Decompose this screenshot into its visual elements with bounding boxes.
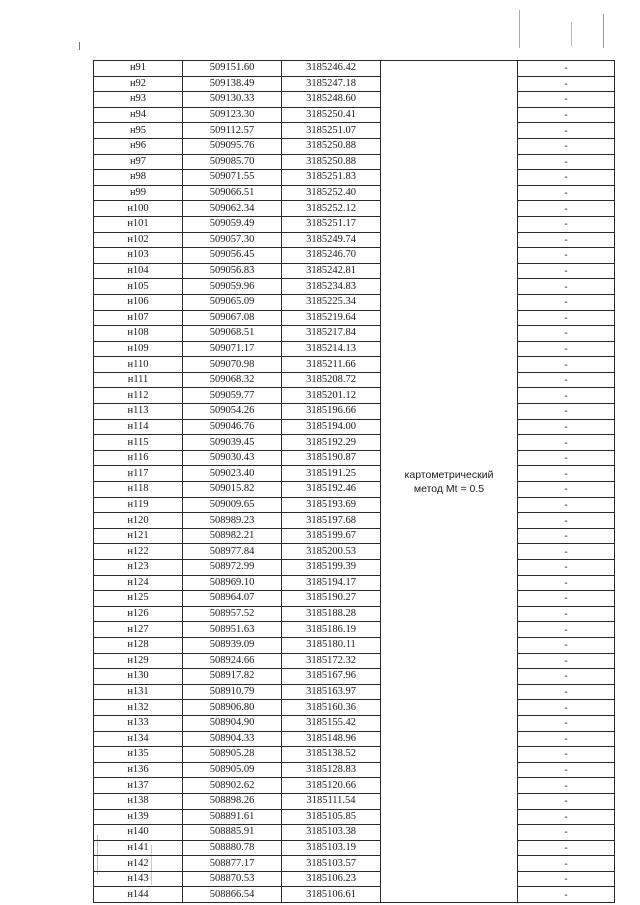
point-id-cell: н91 (94, 61, 183, 77)
table-row (94, 715, 615, 731)
empty-value-cell: - (518, 591, 615, 607)
empty-value-cell: - (518, 887, 615, 903)
y-coordinate-cell: 3185155.42 (282, 715, 381, 731)
empty-value-cell: - (518, 747, 615, 763)
x-coordinate-cell: 509071.55 (183, 170, 282, 186)
point-id-cell: н139 (94, 809, 183, 825)
empty-value-cell: - (518, 232, 615, 248)
x-coordinate-cell: 509059.77 (183, 388, 282, 404)
table-row (94, 560, 615, 576)
table-row (94, 653, 615, 669)
y-coordinate-cell: 3185103.57 (282, 856, 381, 872)
empty-value-cell: - (518, 684, 615, 700)
y-coordinate-cell: 3185199.67 (282, 528, 381, 544)
point-id-cell: н126 (94, 606, 183, 622)
empty-value-cell: - (518, 871, 615, 887)
table-row (94, 887, 615, 903)
empty-value-cell: - (518, 326, 615, 342)
table-row (94, 840, 615, 856)
y-coordinate-cell: 3185248.60 (282, 92, 381, 108)
point-id-cell: н110 (94, 357, 183, 373)
y-coordinate-cell: 3185120.66 (282, 778, 381, 794)
table-row (94, 232, 615, 248)
empty-value-cell: - (518, 778, 615, 794)
empty-value-cell: - (518, 372, 615, 388)
table-row (94, 170, 615, 186)
y-coordinate-cell: 3185214.13 (282, 341, 381, 357)
table-row (94, 248, 615, 264)
empty-value-cell: - (518, 310, 615, 326)
scan-mark (603, 14, 604, 48)
empty-value-cell: - (518, 450, 615, 466)
table-row (94, 357, 615, 373)
point-id-cell: н140 (94, 825, 183, 841)
table-row (94, 138, 615, 154)
x-coordinate-cell: 509066.51 (183, 185, 282, 201)
point-id-cell: н99 (94, 185, 183, 201)
point-id-cell: н119 (94, 497, 183, 513)
table-row (94, 341, 615, 357)
point-id-cell: н123 (94, 560, 183, 576)
table-row (94, 871, 615, 887)
x-coordinate-cell: 508969.10 (183, 575, 282, 591)
table-row (94, 544, 615, 560)
x-coordinate-cell: 508880.78 (183, 840, 282, 856)
table-row (94, 154, 615, 170)
table-row (94, 419, 615, 435)
empty-value-cell: - (518, 700, 615, 716)
point-id-cell: н107 (94, 310, 183, 326)
point-id-cell: н96 (94, 138, 183, 154)
table-row (94, 669, 615, 685)
empty-value-cell: - (518, 575, 615, 591)
y-coordinate-cell: 3185192.29 (282, 435, 381, 451)
empty-value-cell: - (518, 528, 615, 544)
point-id-cell: н98 (94, 170, 183, 186)
point-id-cell: н142 (94, 856, 183, 872)
point-id-cell: н101 (94, 216, 183, 232)
x-coordinate-cell: 509030.43 (183, 450, 282, 466)
table-row (94, 279, 615, 295)
y-coordinate-cell: 3185106.61 (282, 887, 381, 903)
table-row (94, 107, 615, 123)
x-coordinate-cell: 509085.70 (183, 154, 282, 170)
table-row (94, 778, 615, 794)
point-id-cell: н133 (94, 715, 183, 731)
table-row (94, 61, 615, 77)
point-id-cell: н124 (94, 575, 183, 591)
y-coordinate-cell: 3185234.83 (282, 279, 381, 295)
table-row (94, 123, 615, 139)
x-coordinate-cell: 509062.34 (183, 201, 282, 217)
x-coordinate-cell: 508951.63 (183, 622, 282, 638)
empty-value-cell: - (518, 201, 615, 217)
y-coordinate-cell: 3185250.88 (282, 138, 381, 154)
y-coordinate-cell: 3185163.97 (282, 684, 381, 700)
table-row (94, 591, 615, 607)
point-id-cell: н97 (94, 154, 183, 170)
x-coordinate-cell: 509023.40 (183, 466, 282, 482)
table-row (94, 575, 615, 591)
y-coordinate-cell: 3185242.81 (282, 263, 381, 279)
point-id-cell: н105 (94, 279, 183, 295)
point-id-cell: н120 (94, 513, 183, 529)
x-coordinate-cell: 509039.45 (183, 435, 282, 451)
x-coordinate-cell: 509095.76 (183, 138, 282, 154)
y-coordinate-cell: 3185247.18 (282, 76, 381, 92)
method-note-line-2: метод Mt = 0.5 (413, 482, 485, 495)
point-id-cell: н114 (94, 419, 183, 435)
point-id-cell: н92 (94, 76, 183, 92)
empty-value-cell: - (518, 497, 615, 513)
point-id-cell: н117 (94, 466, 183, 482)
point-id-cell: н127 (94, 622, 183, 638)
empty-value-cell: - (518, 404, 615, 420)
table-row (94, 76, 615, 92)
empty-value-cell: - (518, 731, 615, 747)
empty-value-cell: - (518, 653, 615, 669)
empty-value-cell: - (518, 170, 615, 186)
y-coordinate-cell: 3185128.83 (282, 762, 381, 778)
x-coordinate-cell: 508989.23 (183, 513, 282, 529)
y-coordinate-cell: 3185103.38 (282, 825, 381, 841)
x-coordinate-cell: 509068.51 (183, 326, 282, 342)
point-id-cell: н116 (94, 450, 183, 466)
x-coordinate-cell: 509130.33 (183, 92, 282, 108)
y-coordinate-cell: 3185190.27 (282, 591, 381, 607)
y-coordinate-cell: 3185211.66 (282, 357, 381, 373)
table-row (94, 185, 615, 201)
table-row (94, 92, 615, 108)
point-id-cell: н134 (94, 731, 183, 747)
table-row (94, 263, 615, 279)
y-coordinate-cell: 3185246.70 (282, 248, 381, 264)
table-row (94, 637, 615, 653)
y-coordinate-cell: 3185180.11 (282, 637, 381, 653)
y-coordinate-cell: 3185225.34 (282, 294, 381, 310)
y-coordinate-cell: 3185251.83 (282, 170, 381, 186)
table-row (94, 528, 615, 544)
x-coordinate-cell: 509009.65 (183, 497, 282, 513)
empty-value-cell: - (518, 856, 615, 872)
point-id-cell: н136 (94, 762, 183, 778)
x-coordinate-cell: 508972.99 (183, 560, 282, 576)
x-coordinate-cell: 509015.82 (183, 482, 282, 498)
empty-value-cell: - (518, 762, 615, 778)
y-coordinate-cell: 3185200.53 (282, 544, 381, 560)
table-row (94, 201, 615, 217)
table-row (94, 622, 615, 638)
coordinates-table (93, 60, 615, 903)
scan-mark (571, 22, 572, 46)
x-coordinate-cell: 508910.79 (183, 684, 282, 700)
table-row (94, 684, 615, 700)
y-coordinate-cell: 3185172.32 (282, 653, 381, 669)
y-coordinate-cell: 3185250.88 (282, 154, 381, 170)
y-coordinate-cell: 3185194.17 (282, 575, 381, 591)
y-coordinate-cell: 3185249.74 (282, 232, 381, 248)
point-id-cell: н128 (94, 637, 183, 653)
x-coordinate-cell: 508904.33 (183, 731, 282, 747)
y-coordinate-cell: 3185160.36 (282, 700, 381, 716)
x-coordinate-cell: 508906.80 (183, 700, 282, 716)
empty-value-cell: - (518, 216, 615, 232)
x-coordinate-cell: 508905.09 (183, 762, 282, 778)
x-coordinate-cell: 508982.21 (183, 528, 282, 544)
x-coordinate-cell: 509071.17 (183, 341, 282, 357)
x-coordinate-cell: 509054.26 (183, 404, 282, 420)
y-coordinate-cell: 3185196.66 (282, 404, 381, 420)
empty-value-cell: - (518, 669, 615, 685)
y-coordinate-cell: 3185188.28 (282, 606, 381, 622)
x-coordinate-cell: 508891.61 (183, 809, 282, 825)
y-coordinate-cell: 3185106.23 (282, 871, 381, 887)
table-row (94, 731, 615, 747)
x-coordinate-cell: 509070.98 (183, 357, 282, 373)
table-row (94, 388, 615, 404)
point-id-cell: н109 (94, 341, 183, 357)
x-coordinate-cell: 509067.08 (183, 310, 282, 326)
x-coordinate-cell: 508977.84 (183, 544, 282, 560)
x-coordinate-cell: 508939.09 (183, 637, 282, 653)
point-id-cell: н103 (94, 248, 183, 264)
y-coordinate-cell: 3185192.46 (282, 482, 381, 498)
point-id-cell: н129 (94, 653, 183, 669)
point-id-cell: н102 (94, 232, 183, 248)
x-coordinate-cell: 509056.45 (183, 248, 282, 264)
empty-value-cell: - (518, 637, 615, 653)
empty-value-cell: - (518, 419, 615, 435)
point-id-cell: н95 (94, 123, 183, 139)
point-id-cell: н135 (94, 747, 183, 763)
empty-value-cell: - (518, 513, 615, 529)
y-coordinate-cell: 3185148.96 (282, 731, 381, 747)
point-id-cell: н118 (94, 482, 183, 498)
y-coordinate-cell: 3185217.84 (282, 326, 381, 342)
y-coordinate-cell: 3185186.19 (282, 622, 381, 638)
empty-value-cell: - (518, 466, 615, 482)
point-id-cell: н144 (94, 887, 183, 903)
method-note-line-1: картометрический (404, 468, 494, 481)
x-coordinate-cell: 509112.57 (183, 123, 282, 139)
point-id-cell: н122 (94, 544, 183, 560)
empty-value-cell: - (518, 185, 615, 201)
point-id-cell: н112 (94, 388, 183, 404)
empty-value-cell: - (518, 715, 615, 731)
x-coordinate-cell: 509057.30 (183, 232, 282, 248)
y-coordinate-cell: 3185190.87 (282, 450, 381, 466)
table-row (94, 513, 615, 529)
x-coordinate-cell: 508885.91 (183, 825, 282, 841)
point-id-cell: н111 (94, 372, 183, 388)
y-coordinate-cell: 3185201.12 (282, 388, 381, 404)
table-row (94, 404, 615, 420)
empty-value-cell: - (518, 622, 615, 638)
method-note-cell (381, 61, 518, 903)
point-id-cell: н104 (94, 263, 183, 279)
table-row (94, 606, 615, 622)
point-id-cell: н143 (94, 871, 183, 887)
table-row (94, 466, 615, 482)
empty-value-cell: - (518, 606, 615, 622)
empty-value-cell: - (518, 92, 615, 108)
table-row (94, 762, 615, 778)
empty-value-cell: - (518, 341, 615, 357)
x-coordinate-cell: 509046.76 (183, 419, 282, 435)
point-id-cell: н115 (94, 435, 183, 451)
point-id-cell: н137 (94, 778, 183, 794)
table-row (94, 326, 615, 342)
y-coordinate-cell: 3185219.64 (282, 310, 381, 326)
empty-value-cell: - (518, 840, 615, 856)
empty-value-cell: - (518, 560, 615, 576)
x-coordinate-cell: 508898.26 (183, 793, 282, 809)
point-id-cell: н141 (94, 840, 183, 856)
table-row (94, 809, 615, 825)
y-coordinate-cell: 3185252.40 (282, 185, 381, 201)
x-coordinate-cell: 509065.09 (183, 294, 282, 310)
y-coordinate-cell: 3185252.12 (282, 201, 381, 217)
y-coordinate-cell: 3185251.17 (282, 216, 381, 232)
point-id-cell: н93 (94, 92, 183, 108)
point-id-cell: н125 (94, 591, 183, 607)
empty-value-cell: - (518, 123, 615, 139)
x-coordinate-cell: 508866.54 (183, 887, 282, 903)
table-row (94, 435, 615, 451)
x-coordinate-cell: 509151.60 (183, 61, 282, 77)
point-id-cell: н100 (94, 201, 183, 217)
table-row (94, 450, 615, 466)
x-coordinate-cell: 508904.90 (183, 715, 282, 731)
x-coordinate-cell: 509138.49 (183, 76, 282, 92)
table-row (94, 825, 615, 841)
y-coordinate-cell: 3185111.54 (282, 793, 381, 809)
empty-value-cell: - (518, 61, 615, 77)
x-coordinate-cell: 509056.83 (183, 263, 282, 279)
point-id-cell: н108 (94, 326, 183, 342)
scan-mark (519, 10, 520, 48)
point-id-cell: н106 (94, 294, 183, 310)
empty-value-cell: - (518, 154, 615, 170)
x-coordinate-cell: 508957.52 (183, 606, 282, 622)
y-coordinate-cell: 3185246.42 (282, 61, 381, 77)
y-coordinate-cell: 3185199.39 (282, 560, 381, 576)
empty-value-cell: - (518, 809, 615, 825)
x-coordinate-cell: 509123.30 (183, 107, 282, 123)
empty-value-cell: - (518, 482, 615, 498)
y-coordinate-cell: 3185103.19 (282, 840, 381, 856)
y-coordinate-cell: 3185250.41 (282, 107, 381, 123)
table-row (94, 216, 615, 232)
y-coordinate-cell: 3185251.07 (282, 123, 381, 139)
x-coordinate-cell: 508877.17 (183, 856, 282, 872)
empty-value-cell: - (518, 357, 615, 373)
point-id-cell: н121 (94, 528, 183, 544)
empty-value-cell: - (518, 76, 615, 92)
point-id-cell: н131 (94, 684, 183, 700)
empty-value-cell: - (518, 279, 615, 295)
table-row (94, 294, 615, 310)
y-coordinate-cell: 3185194.00 (282, 419, 381, 435)
y-coordinate-cell: 3185167.96 (282, 669, 381, 685)
table-row (94, 482, 615, 498)
x-coordinate-cell: 509068.32 (183, 372, 282, 388)
empty-value-cell: - (518, 294, 615, 310)
empty-value-cell: - (518, 138, 615, 154)
empty-value-cell: - (518, 435, 615, 451)
y-coordinate-cell: 3185191.25 (282, 466, 381, 482)
empty-value-cell: - (518, 544, 615, 560)
empty-value-cell: - (518, 107, 615, 123)
x-coordinate-cell: 508870.53 (183, 871, 282, 887)
point-id-cell: н132 (94, 700, 183, 716)
point-id-cell: н113 (94, 404, 183, 420)
empty-value-cell: - (518, 263, 615, 279)
table-row (94, 700, 615, 716)
scan-mark (79, 42, 80, 50)
x-coordinate-cell: 509059.96 (183, 279, 282, 295)
x-coordinate-cell: 508964.07 (183, 591, 282, 607)
table-row (94, 310, 615, 326)
point-id-cell: н138 (94, 793, 183, 809)
empty-value-cell: - (518, 388, 615, 404)
x-coordinate-cell: 508905.28 (183, 747, 282, 763)
table-row (94, 372, 615, 388)
table-row (94, 856, 615, 872)
point-id-cell: н130 (94, 669, 183, 685)
point-id-cell: н94 (94, 107, 183, 123)
y-coordinate-cell: 3185193.69 (282, 497, 381, 513)
x-coordinate-cell: 508924.66 (183, 653, 282, 669)
empty-value-cell: - (518, 248, 615, 264)
y-coordinate-cell: 3185197.68 (282, 513, 381, 529)
x-coordinate-cell: 508902.62 (183, 778, 282, 794)
table-row (94, 793, 615, 809)
coordinates-table-body (94, 61, 615, 903)
y-coordinate-cell: 3185105.85 (282, 809, 381, 825)
x-coordinate-cell: 509059.49 (183, 216, 282, 232)
empty-value-cell: - (518, 793, 615, 809)
y-coordinate-cell: 3185208.72 (282, 372, 381, 388)
x-coordinate-cell: 508917.82 (183, 669, 282, 685)
table-row (94, 747, 615, 763)
empty-value-cell: - (518, 825, 615, 841)
table-row (94, 497, 615, 513)
y-coordinate-cell: 3185138.52 (282, 747, 381, 763)
